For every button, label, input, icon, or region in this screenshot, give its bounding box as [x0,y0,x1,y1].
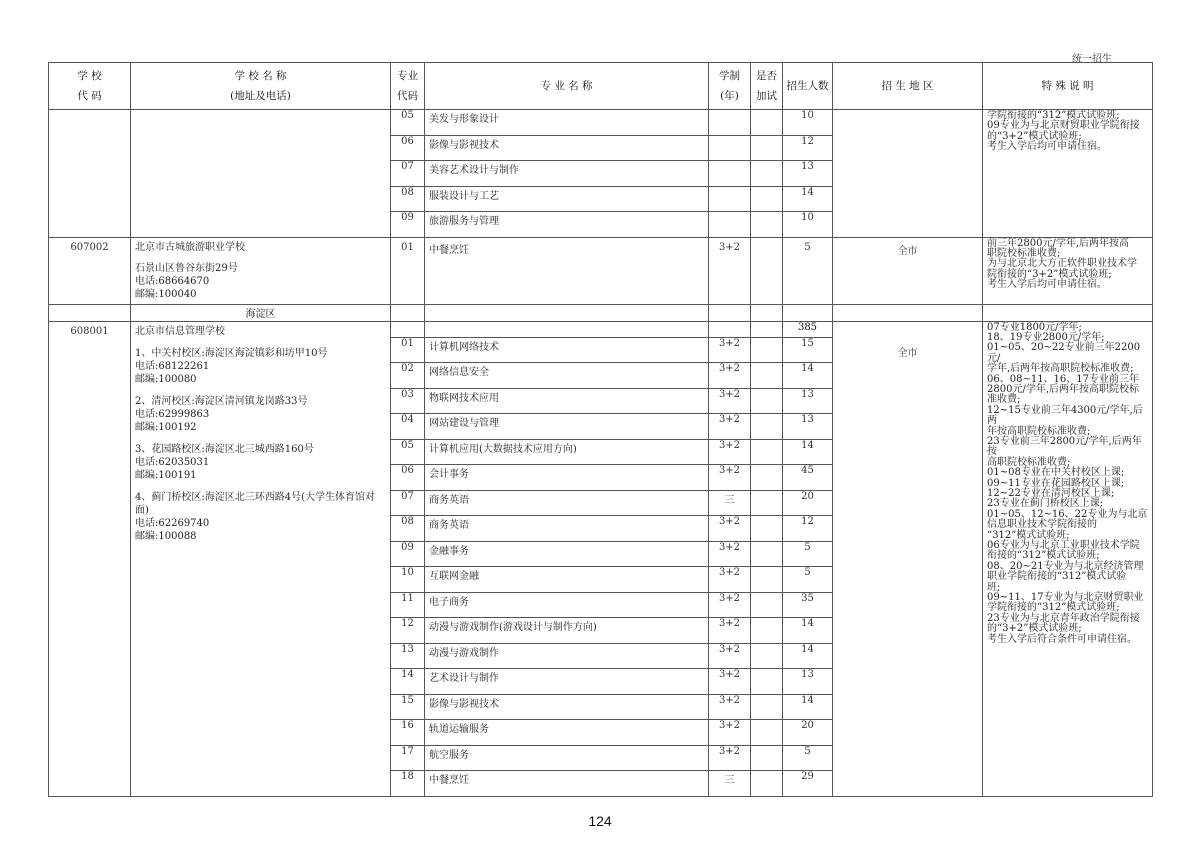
note-line: 2800元/学年,后两年按高职院校标 [987,383,1139,395]
major-code: 05 [391,110,425,136]
duration: 三 [709,490,751,516]
total-enroll: 385 [783,321,833,337]
exam-cell [751,388,783,414]
duration: 3+2 [709,388,751,414]
exam-cell [751,516,783,542]
campus-address: 4、蓟门桥校区:海淀区北三环西路4号(大学生体育馆对面) [135,491,375,516]
table-row [49,321,1153,337]
major-name: 轨道运输服务 [425,720,709,746]
major-name: 动漫与游戏制作 [425,643,709,669]
district-label: 海淀区 [131,304,391,321]
major-name: 金融事务 [425,541,709,567]
enroll-count: 14 [783,363,833,389]
enroll-count: 10 [783,212,833,238]
note-line: 学年,后两年按高职院校标准收费; [987,363,1134,375]
school-name-cell [131,110,391,238]
enroll-count: 14 [783,618,833,644]
note-line: 12~15专业前三年4300元/学年,后两 [987,404,1143,427]
enroll-count: 14 [783,694,833,720]
region-cell: 全市 [833,321,983,796]
major-code: 16 [391,720,425,746]
major-name: 影像与影视技术 [425,694,709,720]
school-code: 607002 [49,237,131,304]
note-line: 准收费; [987,394,1021,406]
enroll-count: 13 [783,388,833,414]
major-name: 商务英语 [425,516,709,542]
duration: 3+2 [709,541,751,567]
note-line: 考生入学后符合条件可申请住宿。 [987,633,1137,645]
duration [709,161,751,187]
note-line: 年按高职院校标准收费; [987,425,1091,437]
duration: 3+2 [709,694,751,720]
header-exam: 是否 加试 [751,63,783,110]
exam-cell [751,110,783,136]
exam-cell [751,186,783,212]
major-code: 01 [391,337,425,363]
notes-cell: 前三年2800元/学年,后两年按高 职院校标准收费; 为与北京北大方正软件职业技术学 院衔接的“3+2”模式试验班; 考生入学后均可申请住宿。 [983,237,1153,304]
duration [709,212,751,238]
enroll-count: 10 [783,110,833,136]
header-notes: 特 殊 说 明 [983,63,1153,110]
enroll-count: 12 [783,135,833,161]
major-name: 互联网金融 [425,567,709,593]
header-duration: 学制 (年) [709,63,751,110]
enroll-count: 12 [783,516,833,542]
enroll-count: 20 [783,490,833,516]
exam-cell [751,414,783,440]
note-line: 01~08专业在中关村校区上课; [987,467,1125,479]
note-line: 职业学院衔接的“312”模式试验 [987,571,1127,583]
major-name: 中餐烹饪 [425,237,709,304]
school-code: 608001 [49,321,131,796]
duration: 3+2 [709,618,751,644]
campus-zip: 邮编:100088 [135,530,197,542]
note-line: 06专业为与北京工业职业技术学院 [987,540,1140,552]
campus-zip: 邮编:100192 [135,421,197,433]
enroll-count: 5 [783,237,833,304]
exam-cell [751,567,783,593]
exam-cell [751,694,783,720]
major-name: 网络信息安全 [425,363,709,389]
duration: 3+2 [709,745,751,771]
major-name: 计算机应用(大数据技术应用方向) [425,439,709,465]
note-line: 06、08~11、16、17专业前三年 [987,373,1140,385]
enroll-count: 13 [783,161,833,187]
header-school-name: 学 校 名 称 (地址及电话) [131,63,391,110]
major-code: 09 [391,541,425,567]
exam-cell [751,745,783,771]
enroll-count: 13 [783,669,833,695]
campus-phone: 电话:62999863 [135,408,210,420]
note-line: 01~05、12~16、22专业为与北京 [987,508,1148,520]
major-code: 12 [391,618,425,644]
duration: 3+2 [709,669,751,695]
enrollment-table [48,62,1153,797]
campus-phone: 电话:62269740 [135,517,210,529]
duration: 3+2 [709,414,751,440]
campus-address: 1、中关村校区:海淀区海淀镇彩和坊甲10号 [135,347,328,359]
major-code: 14 [391,669,425,695]
duration [709,186,751,212]
exam-cell [751,363,783,389]
note-line: 23专业在蓟门桥校区上课; [987,498,1104,510]
header-school-code: 学 校 代 码 [49,63,131,110]
enroll-count: 13 [783,414,833,440]
major-name: 网站建设与管理 [425,414,709,440]
major-name: 会计事务 [425,465,709,491]
exam-cell [751,135,783,161]
major-code: 10 [391,567,425,593]
enroll-count: 5 [783,567,833,593]
exam-cell [751,541,783,567]
exam-cell [751,161,783,187]
campus-address: 2、清河校区:海淀区清河镇龙岗路33号 [135,395,308,407]
note-line: 09~11专业在花园路校区上课; [987,477,1125,489]
duration [709,135,751,161]
major-code: 02 [391,363,425,389]
major-code: 01 [391,237,425,304]
note-line: 高职院校标准收费; [987,456,1071,468]
note-line: 班; [987,581,1001,593]
duration: 3+2 [709,643,751,669]
note-line: 学院衔接的“312”模式试验班; [987,602,1120,614]
enroll-count: 45 [783,465,833,491]
exam-cell [751,237,783,304]
note-line: 18、19专业2800元/学年; [987,331,1105,343]
table-row [49,237,1153,304]
major-name: 商务英语 [425,490,709,516]
major-code: 15 [391,694,425,720]
duration: 3+2 [709,363,751,389]
campus-address: 3、花园路校区:海淀区北三城西路160号 [135,443,314,455]
exam-cell [751,337,783,363]
region-cell [833,110,983,238]
enroll-count: 14 [783,439,833,465]
exam-cell [751,212,783,238]
major-code: 08 [391,516,425,542]
header-enroll: 招生人数 [783,63,833,110]
header-region: 招 生 地 区 [833,63,983,110]
duration: 3+2 [709,337,751,363]
exam-cell [751,490,783,516]
enroll-count: 14 [783,186,833,212]
duration: 3+2 [709,720,751,746]
enroll-count: 5 [783,745,833,771]
enroll-count: 14 [783,643,833,669]
note-line: 信息职业技术学院衔接的 [987,519,1097,531]
notes-cell [983,321,1153,796]
page-number: 124 [588,813,612,829]
major-name: 航空服务 [425,745,709,771]
exam-cell [751,720,783,746]
major-name: 动漫与游戏制作(游戏设计与制作方向) [425,618,709,644]
note-line: “312”模式试验班; [987,529,1070,541]
major-code: 04 [391,414,425,440]
major-code: 13 [391,643,425,669]
enroll-count: 20 [783,720,833,746]
major-code: 06 [391,135,425,161]
enroll-count: 5 [783,541,833,567]
major-name: 影像与影视技术 [425,135,709,161]
major-code: 17 [391,745,425,771]
corner-label: 统一招生 [1072,54,1112,65]
enroll-count: 15 [783,337,833,363]
duration: 3+2 [709,439,751,465]
note-line: 12~22专业在清河校区上课; [987,488,1115,499]
major-code: 18 [391,771,425,797]
major-name: 旅游服务与管理 [425,212,709,238]
major-code: 07 [391,161,425,187]
exam-cell [751,618,783,644]
duration [709,110,751,136]
header-major-code: 专业 代码 [391,63,425,110]
major-code: 08 [391,186,425,212]
district-row [49,304,1153,321]
major-name: 电子商务 [425,592,709,618]
table-row [49,110,1153,136]
campus-zip: 邮编:100080 [135,373,197,385]
note-line: 23专业为与北京青年政治学院衔接 [987,612,1140,624]
major-name: 计算机网络技术 [425,337,709,363]
enroll-count: 35 [783,592,833,618]
note-line: 衔接的“312”模式试验班; [987,550,1100,562]
major-name: 服装设计与工艺 [425,186,709,212]
note-line: 23专业前三年2800元/学年,后两年按 [987,435,1142,458]
note-line: 08、20~21专业为与北京经济管理 [987,560,1144,572]
duration: 三 [709,771,751,797]
note-line: 07专业1800元/学年; [987,321,1082,333]
exam-cell [751,669,783,695]
note-line: 09~11、17专业为与北京财贸职业 [987,592,1144,604]
region-cell: 全市 [833,237,983,304]
major-code: 06 [391,465,425,491]
campus-phone: 电话:62035031 [135,456,210,468]
major-code: 09 [391,212,425,238]
exam-cell [751,592,783,618]
major-name: 美发与形象设计 [425,110,709,136]
major-name: 艺术设计与制作 [425,669,709,695]
header-major-name: 专 业 名 称 [425,63,709,110]
header-row [49,63,1153,110]
major-name: 美容艺术设计与制作 [425,161,709,187]
major-code: 03 [391,388,425,414]
note-line: 的“3+2”模式试验班; [987,623,1082,635]
enroll-count: 29 [783,771,833,797]
notes-cell: 学院衔接的“312”模式试验班; 09专业为与北京财贸职业学院衔接 的“3+2”模式试验班; 考生入学后均可申请住宿。 [983,110,1153,238]
duration: 3+2 [709,237,751,304]
duration: 3+2 [709,465,751,491]
exam-cell [751,465,783,491]
duration: 3+2 [709,516,751,542]
exam-cell [751,771,783,797]
exam-cell [751,439,783,465]
exam-cell [751,643,783,669]
major-code: 07 [391,490,425,516]
major-code: 11 [391,592,425,618]
major-name: 中餐烹饪 [425,771,709,797]
school-info [131,321,391,796]
school-code-cell [49,110,131,238]
duration: 3+2 [709,567,751,593]
campus-zip: 邮编:100191 [135,469,197,481]
school-name: 北京市信息管理学校 [135,325,225,337]
school-info: 北京市古城旅游职业学校 石景山区鲁谷东街29号 电话:68664670 邮编:100040 [131,237,391,304]
note-line: 01~05、20~22专业前三年2200元/ [987,342,1141,364]
major-code: 05 [391,439,425,465]
campus-phone: 电话:68122261 [135,360,210,372]
duration: 3+2 [709,592,751,618]
major-name: 物联网技术应用 [425,388,709,414]
